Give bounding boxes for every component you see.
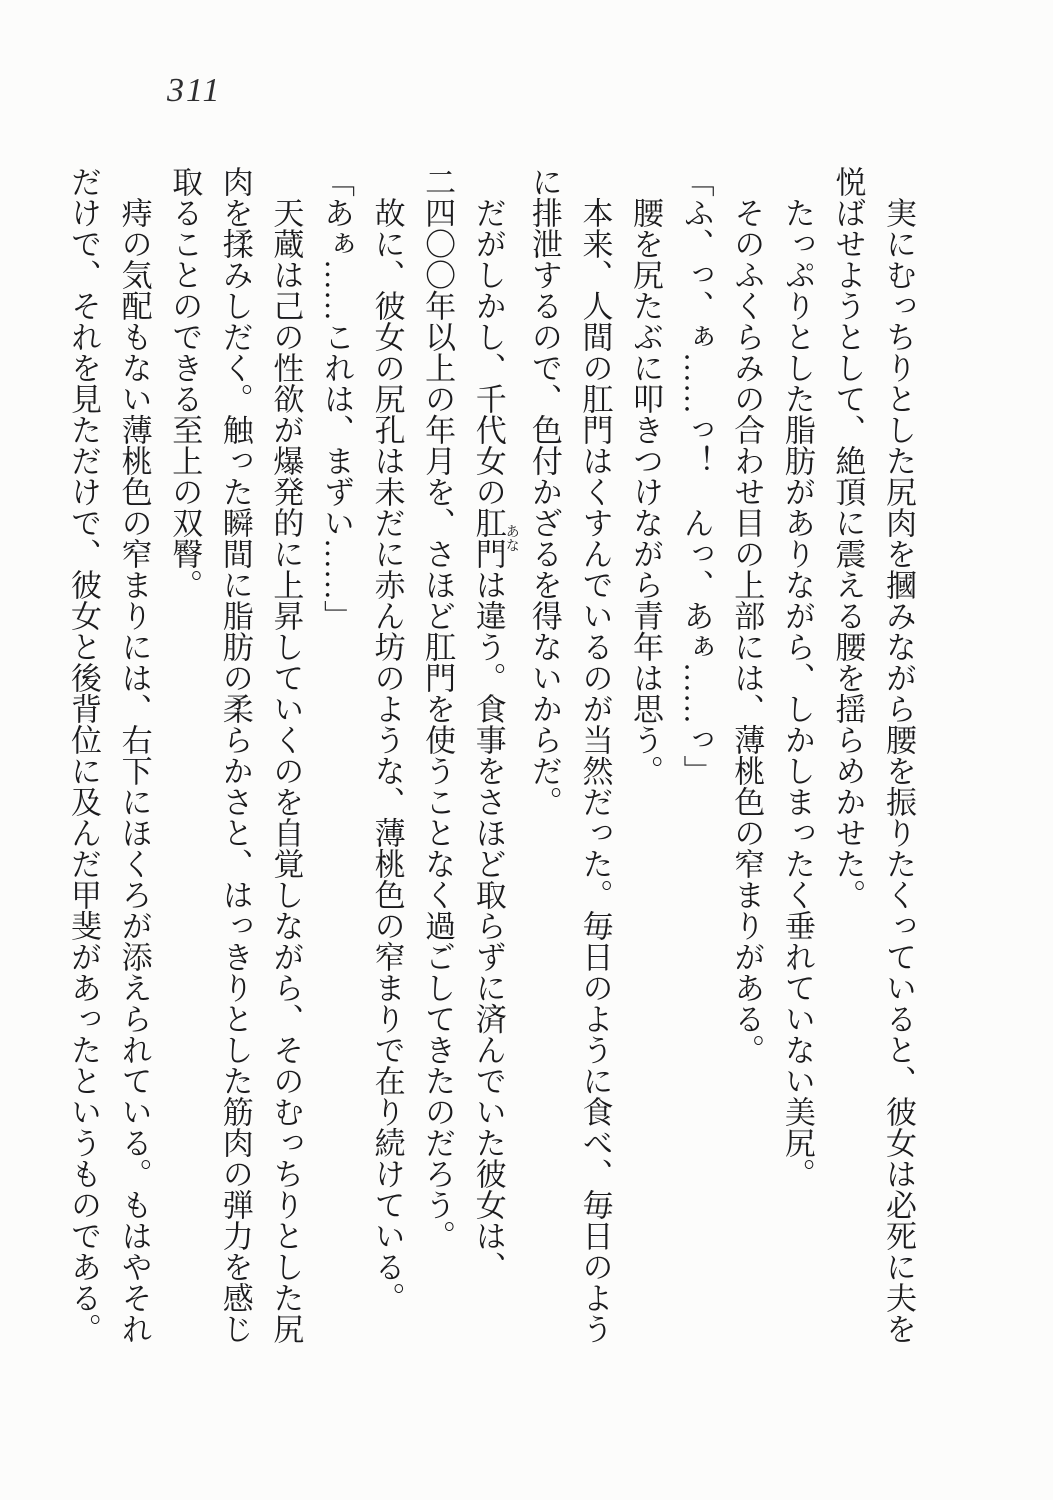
- text-column-continuation: 二四〇〇年以上の年月を、さほど肛門を使うことなく過ごしてきたのだろう。: [420, 166, 456, 1251]
- text-column-paragraph: 痔の気配もない薄桃色の窄まりには、右下にほくろが添えられている。もはやそれ: [116, 197, 152, 1344]
- text-column-paragraph: 故に、彼女の尻孔は未だに赤ん坊のような、薄桃色の窄まりで在り続けている。: [369, 197, 405, 1313]
- text-column-continuation: に排泄するので、色付かざるを得ないからだ。: [526, 166, 562, 817]
- page-number: 311: [167, 72, 222, 109]
- text-column-continuation: だけで、それを見ただけで、彼女と後背位に及んだ甲斐があったというものである。: [66, 166, 101, 1344]
- text-column-dialogue: 「あぁ……これは、まずい……」: [318, 166, 354, 631]
- text-column-paragraph: そのふくらみの合わせ目の上部には、薄桃色の窄まりがある。: [729, 197, 765, 1065]
- text-column-continuation: 取ることのできる至上の双臀。: [167, 166, 203, 600]
- text-column-paragraph: 実にむっちりとした尻肉を摑みながら腰を振りたくっていると、彼女は必死に夫を: [881, 197, 916, 1344]
- text-column-paragraph: 腰を尻たぶに叩きつけながら青年は思う。: [628, 197, 664, 786]
- text-column-paragraph: 天蔵は己の性欲が爆発的に上昇していくのを自覚しながら、そのむっちりとした尻: [268, 197, 304, 1344]
- text-block: [57, 166, 923, 1356]
- furigana: あな: [503, 507, 519, 569]
- text-column-dialogue: 「ふ、っ、ぁ……っ！ んっ、あぁ……っ」: [678, 166, 714, 786]
- text-column-paragraph: 本来、人間の肛門はくすんでいるのが当然だった。毎日のように食べ、毎日のよう: [577, 197, 613, 1344]
- text-column-paragraph: だがしかし、千代女の肛門あなは違う。食事をさほど取らずに済んでいた彼女は、: [470, 197, 519, 1282]
- text-column-continuation: 肉を揉みしだく。触った瞬間に脂肪の柔らかさと、はっきりとした筋肉の弾力を感じ: [217, 166, 253, 1344]
- text-column-continuation: 悦ばせようとして、絶頂に震える腰を揺らめかせた。: [830, 166, 866, 910]
- text-column-paragraph: たっぷりとした脂肪がありながら、しかしまったく垂れていない美尻。: [779, 197, 815, 1189]
- ruby-annotated-word: 肛門あな: [470, 507, 519, 569]
